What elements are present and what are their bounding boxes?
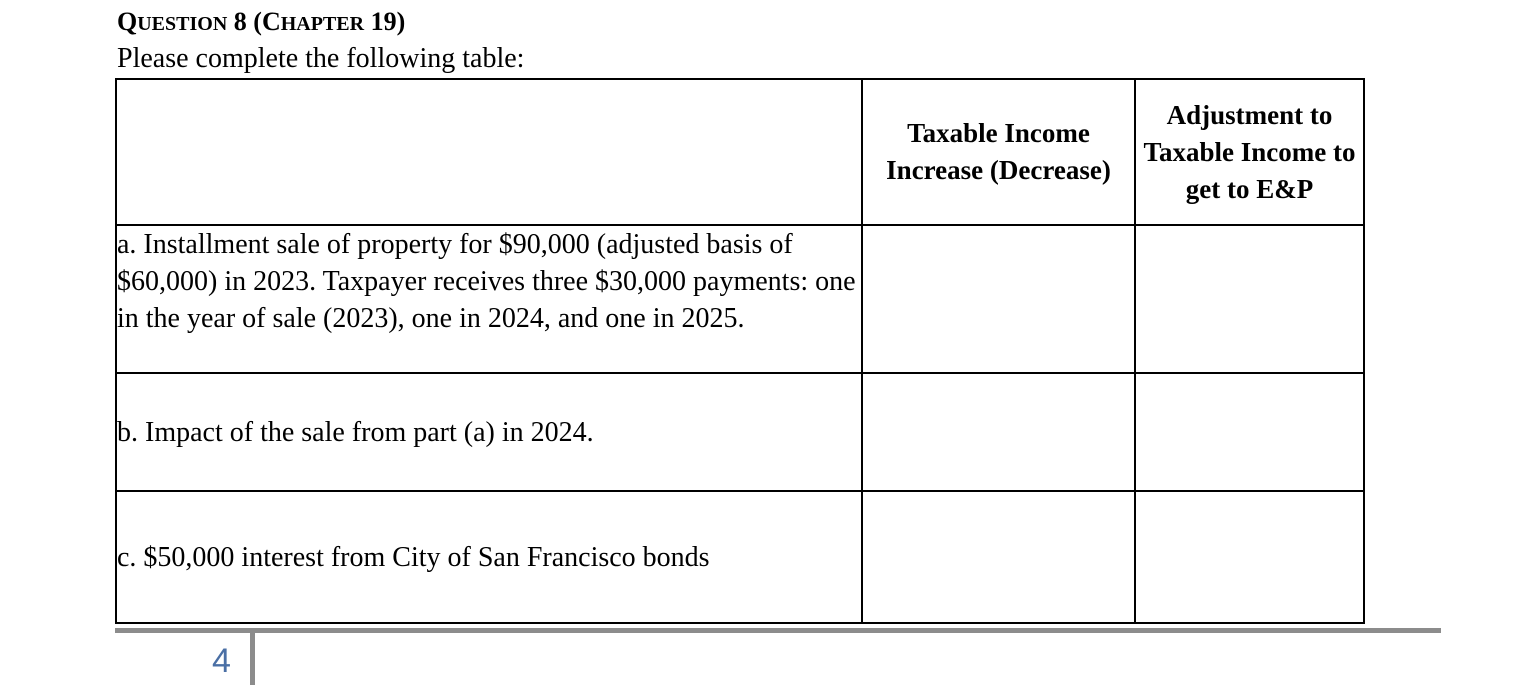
- row-a-taxable-income-cell[interactable]: [862, 225, 1135, 373]
- table-header-row: [116, 79, 1364, 225]
- row-b-description: b. Impact of the sale from part (a) in 2024.: [116, 373, 862, 491]
- row-b-taxable-income-cell[interactable]: [862, 373, 1135, 491]
- question-heading-c: C: [261, 7, 281, 36]
- header-taxable-income-change: Taxable Income Increase (Decrease): [862, 79, 1135, 225]
- row-a-description: a. Installment sale of property for $90,000 (adjusted basis of $60,000) in 2023. Taxpayer receives three $30,000 payments: one in the year of sale (2023), one in 2024, and one in 2025.: [116, 225, 862, 373]
- question-heading: [117, 6, 405, 40]
- question-heading-q: Q: [117, 7, 138, 36]
- question-heading-uestion: UESTION: [137, 13, 228, 35]
- header-description: [116, 79, 862, 225]
- question-heading-number: 8 (: [233, 7, 262, 36]
- footer-rule: [115, 628, 1441, 633]
- row-c-taxable-income-cell[interactable]: [862, 491, 1135, 623]
- table-row: [116, 225, 1364, 373]
- table-row: [116, 373, 1364, 491]
- row-c-description: c. $50,000 interest from City of San Francisco bonds: [116, 491, 862, 623]
- row-a-ep-adjustment-cell[interactable]: [1135, 225, 1364, 373]
- question-heading-hapter: HAPTER: [280, 13, 365, 35]
- question-heading-chapter-number: 19): [370, 7, 406, 36]
- table-row: [116, 491, 1364, 623]
- question-table: [115, 78, 1365, 624]
- page-number: 4: [212, 642, 231, 680]
- row-b-ep-adjustment-cell[interactable]: [1135, 373, 1364, 491]
- header-ep-adjustment: Adjustment to Taxable Income to get to E&P: [1135, 79, 1364, 225]
- question-instruction: Please complete the following table:: [117, 43, 525, 74]
- page-number-divider: [250, 633, 255, 685]
- row-c-ep-adjustment-cell[interactable]: [1135, 491, 1364, 623]
